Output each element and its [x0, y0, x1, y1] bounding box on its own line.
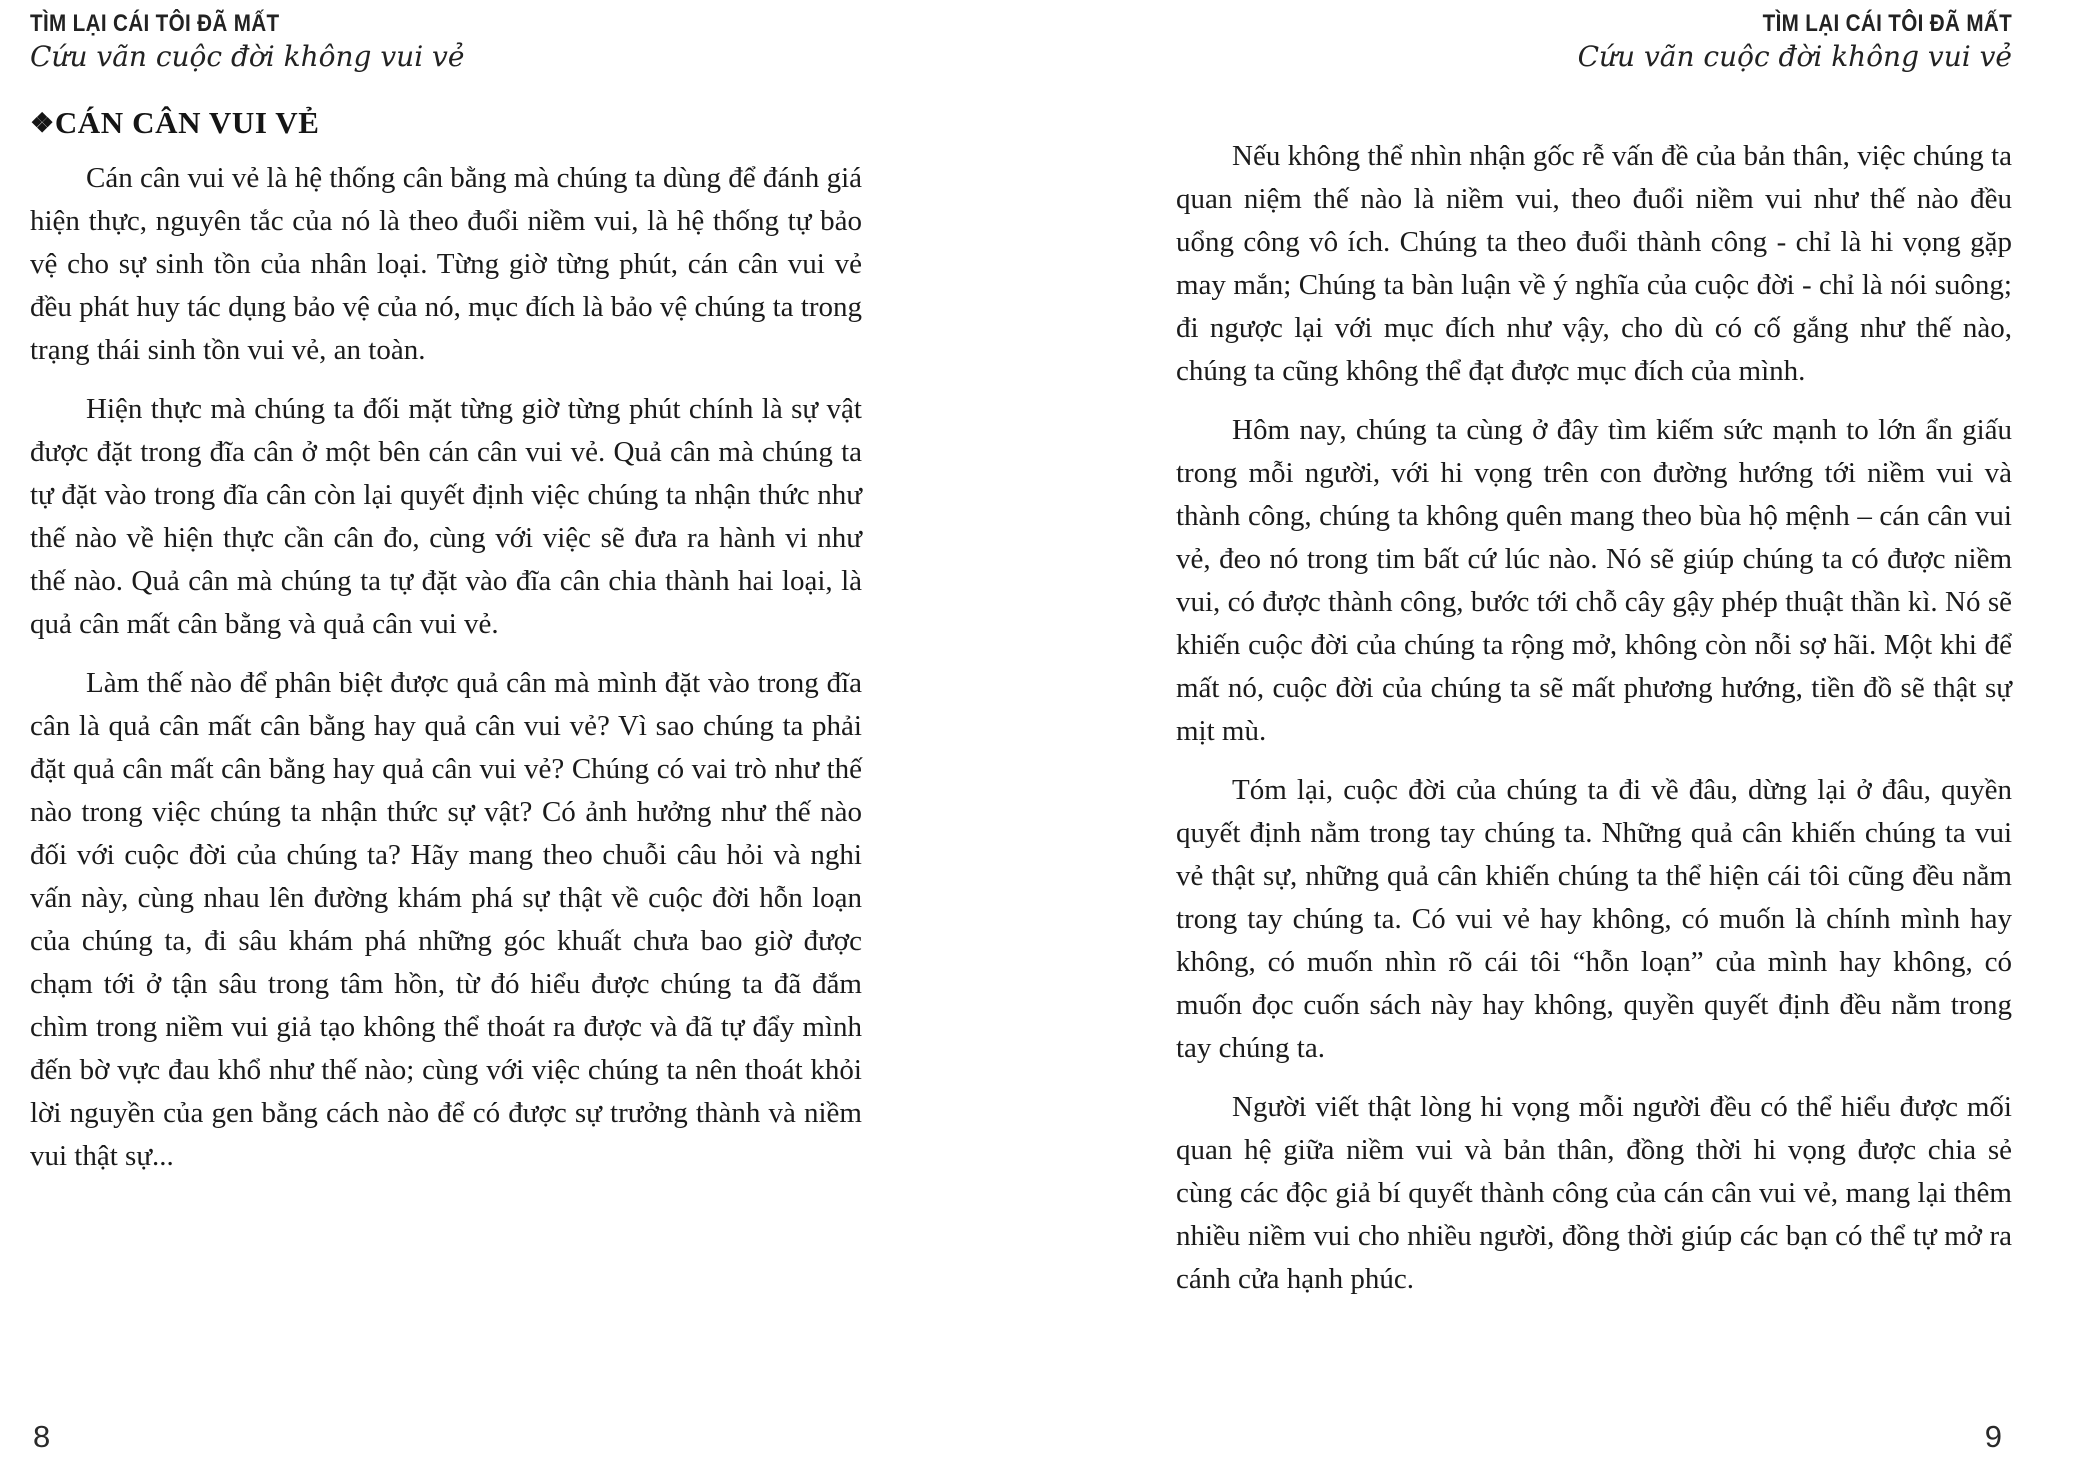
right-page: [1176, 0, 2012, 1467]
running-header-subtitle: Cứu vãn cuộc đời không vui vẻ: [30, 40, 465, 73]
page-number-left: 8: [33, 1419, 51, 1454]
running-header-title: TÌM LẠI CÁI TÔI ĐÃ MẤT: [1762, 10, 2012, 37]
right-page-body: [1176, 135, 2012, 1301]
running-header-left: [30, 0, 862, 73]
diamond-icon: ❖: [30, 108, 55, 138]
paragraph: Hiện thực mà chúng ta đối mặt từng giờ từng phút chính là sự vật được đặt trong đĩa cân ở một bên cán cân vui vẻ. Quả cân mà chúng ta tự đặt vào trong đĩa cân còn lại quyết định việc chúng ta nhận thức như thế nào về hiện thực cần cân đo, cùng với việc sẽ đưa ra hành vi như thế nào. Quả cân mà chúng ta tự đặt vào đĩa cân chia thành hai loại, là quả cân mất cân bằng và quả cân vui vẻ.: [30, 393, 862, 640]
paragraph: Làm thế nào để phân biệt được quả cân mà mình đặt vào trong đĩa cân là quả cân mất cân bằng hay quả cân vui vẻ? Vì sao chúng ta phải đặt quả cân mất cân bằng hay quả cân vui vẻ? Chúng có vai trò như thế nào trong việc chúng ta nhận thức sự vật? Có ảnh hưởng như thế nào đối với cuộc đời của chúng ta? Hãy mang theo chuỗi câu hỏi và nghi vấn này, cùng nhau lên đường khám phá sự thật về cuộc đời hỗn loạn của chúng ta, đi sâu khám phá những góc khuất chưa bao giờ được chạm tới ở tận sâu trong tâm hồn, từ đó hiểu được chúng ta đã đắm chìm trong niềm vui giả tạo không thể thoát ra được và đã tự đẩy mình đến bờ vực đau khổ như thế nào; cùng với việc chúng ta nên thoát khỏi lời nguyền của gen bằng cách nào để có được sự trưởng thành và niềm vui thật sự...: [30, 667, 862, 1172]
running-header-right: [1176, 0, 2012, 73]
running-header-subtitle: Cứu vãn cuộc đời không vui vẻ: [1577, 40, 2012, 73]
paragraph: Cán cân vui vẻ là hệ thống cân bằng mà chúng ta dùng để đánh giá hiện thực, nguyên tắc của nó là theo đuổi niềm vui, là hệ thống tự bảo vệ cho sự sinh tồn của nhân loại. Từng giờ từng phút, cán cân vui vẻ đều phát huy tác dụng bảo vệ của nó, mục đích là bảo vệ chúng ta trong trạng thái sinh tồn vui vẻ, an toàn.: [30, 162, 862, 366]
left-page-body: [30, 157, 862, 1178]
section-title: CÁN CÂN VUI VẺ: [54, 105, 320, 140]
page-number-right: 9: [1984, 1419, 2002, 1454]
section-heading: [30, 105, 862, 141]
paragraph: Nếu không thể nhìn nhận gốc rễ vấn đề của bản thân, việc chúng ta quan niệm thế nào là niềm vui, theo đuổi niềm vui như thế nào đều uổng công vô ích. Chúng ta theo đuổi thành công - chỉ là hi vọng gặp may mắn; Chúng ta bàn luận về ý nghĩa của cuộc đời - chỉ là nói suông; đi ngược lại với mục đích như vậy, cho dù có cố gắng như thế nào, chúng ta cũng không thể đạt được mục đích của mình.: [1176, 140, 2012, 387]
running-header-title: TÌM LẠI CÁI TÔI ĐÃ MẤT: [30, 10, 280, 37]
paragraph: Người viết thật lòng hi vọng mỗi người đều có thể hiểu được mối quan hệ giữa niềm vui và bản thân, đồng thời hi vọng được chia sẻ cùng các độc giả bí quyết thành công của cán cân vui vẻ, mang lại thêm nhiều niềm vui cho nhiều người, đồng thời giúp các bạn có thể tự mở ra cánh cửa hạnh phúc.: [1176, 1091, 2012, 1295]
paragraph: Tóm lại, cuộc đời của chúng ta đi về đâu, dừng lại ở đâu, quyền quyết định nằm trong tay chúng ta. Những quả cân khiến chúng ta vui vẻ thật sự, những quả cân khiến chúng ta thể hiện cái tôi cũng đều nằm trong tay chúng ta. Có vui vẻ hay không, có muốn là chính mình hay không, có muốn nhìn rõ cái tôi “hỗn loạn” của mình hay không, có muốn đọc cuốn sách này hay không, quyền quyết định đều nằm trong tay chúng ta.: [1176, 774, 2012, 1064]
left-page: [30, 0, 862, 1467]
paragraph: Hôm nay, chúng ta cùng ở đây tìm kiếm sức mạnh to lớn ẩn giấu trong mỗi người, với hi vọng trên con đường hướng tới niềm vui và thành công, chúng ta không quên mang theo bùa hộ mệnh – cán cân vui vẻ, đeo nó trong tim bất cứ lúc nào. Nó sẽ giúp chúng ta có được niềm vui, có được thành công, bước tới chỗ cây gậy phép thuật thần kì. Nó sẽ khiến cuộc đời của chúng ta rộng mở, không còn nỗi sợ hãi. Một khi để mất nó, cuộc đời của chúng ta sẽ mất phương hướng, tiền đồ sẽ thật sự mịt mù.: [1176, 414, 2012, 747]
